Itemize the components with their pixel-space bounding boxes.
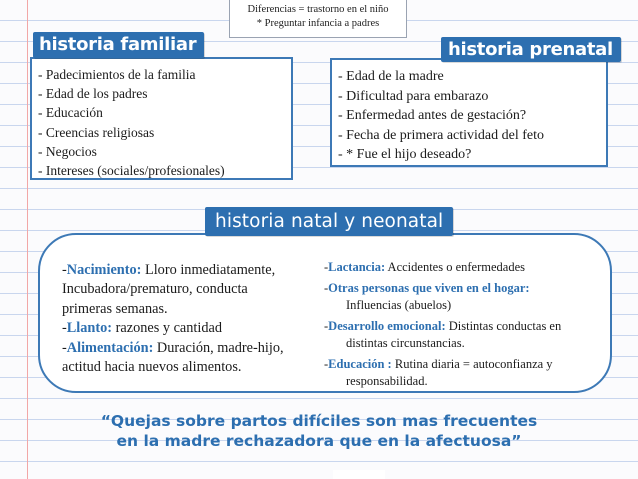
natal-left-column [62, 261, 312, 377]
lactancia-text: Accidentes o enfermedades [385, 260, 525, 274]
quote-line-2: en la madre rechazadora que en la afectuosa” [116, 432, 522, 450]
familiar-item: - Edad de los padres [38, 86, 148, 102]
nacimiento-cont: Incubadora/prematuro, conducta [62, 281, 248, 298]
historia-prenatal-box [330, 58, 608, 167]
historia-natal-box [38, 233, 612, 393]
otras-personas-line: -Otras personas que viven en el hogar: [324, 281, 530, 295]
familiar-item: - Intereses (sociales/profesionales) [38, 163, 225, 179]
lactancia-key: Lactancia: [328, 260, 386, 274]
sticky-note [229, 0, 407, 38]
alimentacion-line: -Alimentación: Duración, madre-hijo, [62, 339, 284, 356]
llanto-line: -Llanto: razones y cantidad [62, 320, 223, 337]
nacimiento-cont: primeras semanas. [62, 300, 168, 317]
llanto-key: Llanto: [66, 320, 113, 337]
historia-familiar-box [30, 57, 293, 180]
nacimiento-line: -Nacimiento: Lloro inmediatamente, [62, 262, 276, 278]
lactancia-line: -Lactancia: Accidentes o enfermedades [324, 260, 525, 274]
prenatal-item: - Fecha de primera actividad del feto [338, 127, 545, 143]
prenatal-item: - Dificultad para embarazo [338, 88, 489, 104]
familiar-item: - Padecimientos de la familia [38, 67, 196, 82]
natal-right-column [324, 259, 606, 390]
note-line-1: Diferencias = trastorno en el niño [247, 4, 389, 15]
otras-personas-key: Otras personas que viven en el hogar: [328, 281, 530, 295]
desarrollo-cont: distintas circunstancias. [346, 336, 465, 350]
prenatal-item: - Edad de la madre [338, 69, 444, 84]
quote-line-1: “Quejas sobre partos difíciles son mas frecuentes [100, 412, 538, 430]
educacion-cont: responsabilidad. [346, 374, 428, 388]
desarrollo-text: Distintas conductas en [445, 319, 562, 333]
desarrollo-key: Desarrollo emocional: [328, 319, 446, 333]
alimentacion-key: Alimentación: [66, 339, 154, 356]
desarrollo-line: -Desarrollo emocional: Distintas conductas en [324, 319, 562, 333]
nacimiento-key: Nacimiento: [66, 262, 142, 278]
historia-prenatal-title: historia prenatal [441, 37, 621, 62]
note-line-2: * Preguntar infancia a padres [256, 18, 380, 29]
educacion-text: Rutina diaria = autoconfianza y [391, 357, 553, 371]
prenatal-item: - * Fue el hijo deseado? [338, 147, 472, 162]
educacion-line: -Educación : Rutina diaria = autoconfianza y [324, 357, 553, 371]
page-footer-tab [333, 470, 385, 479]
llanto-text: razones y cantidad [112, 320, 223, 337]
familiar-item: - Negocios [38, 143, 97, 159]
prenatal-item: - Enfermedad antes de gestación? [338, 108, 527, 123]
nacimiento-text: Lloro inmediatamente, [141, 262, 276, 278]
familiar-item: - Educación [38, 105, 103, 121]
alimentacion-cont: actitud hacia nuevos alimentos. [62, 359, 242, 376]
historia-natal-title: historia natal y neonatal [205, 207, 453, 236]
educacion-key: Educación : [328, 357, 392, 371]
historia-familiar-title: historia familiar [33, 32, 204, 58]
otras-personas-cont: Influencias (abuelos) [346, 298, 452, 312]
familiar-item: - Creencias religiosas [38, 124, 155, 140]
alimentacion-text: Duración, madre-hijo, [153, 339, 284, 356]
